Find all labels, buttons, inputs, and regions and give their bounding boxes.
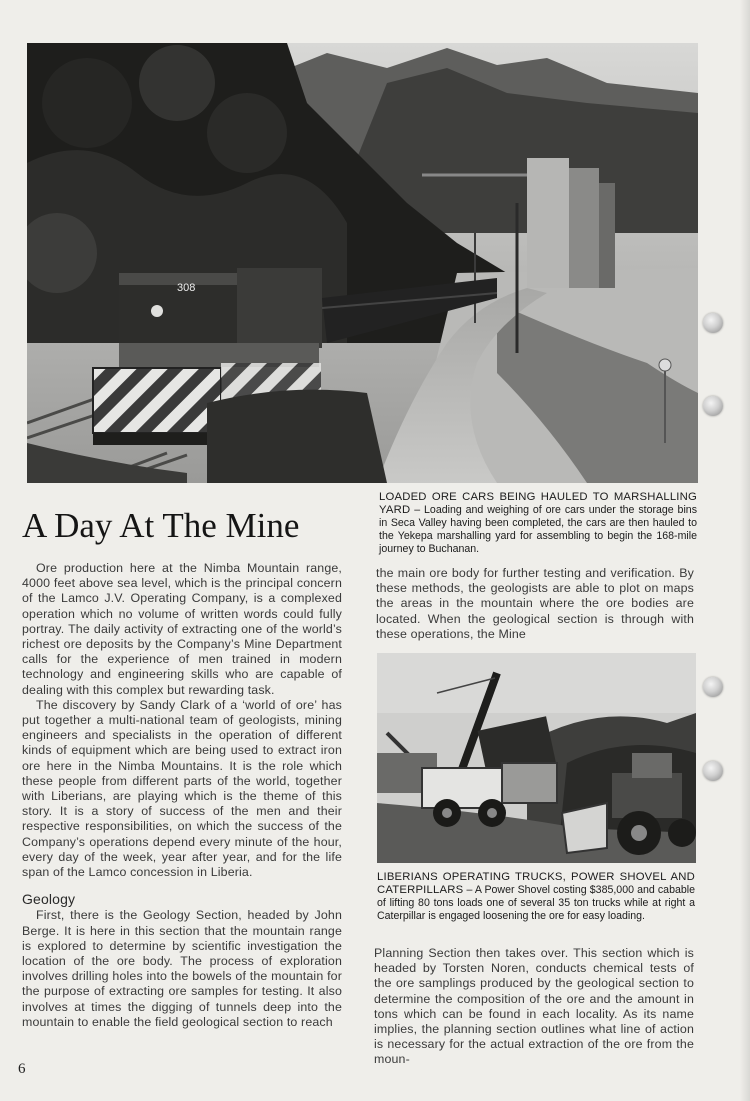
mid-photo-caption <box>377 871 695 923</box>
binder-hole <box>703 761 723 781</box>
power-shovel-trucks-illustration <box>377 653 696 863</box>
mid-caption-heading: LIBERIANS OPERATING TRUCKS, POWER SHOVEL AND CATERPILLARS <box>377 871 695 896</box>
locomotive-ore-train-photo <box>27 43 698 483</box>
intro-paragraph: Ore production here at the Nimba Mountain range, 4000 feet above sea level, which is the principal concern of the Lamco J.V. Operating Company, is a complexed operation which no volume of written words could fully portray. The daily activity of extracting one of the world’s richest ore deposits by the Company’s Mine Department calls for the experience of men trained in modern technology and engineering skills who are capable of dealing with this complex but rewarding task. <box>22 561 342 697</box>
right-column-bottom <box>374 946 694 1068</box>
locomotive-ore-train-illustration <box>27 43 698 483</box>
left-column <box>22 561 342 1030</box>
mid-caption-text: – A Power Shovel costing $385,000 and cabable of lifting 80 tons loads one of several 35 ton trucks while at right a Caterpillar is engaged loosening the ore for easy loading. <box>377 884 695 922</box>
page-number: 6 <box>18 1061 26 1077</box>
binder-hole <box>703 677 723 697</box>
top-caption-text: – Loading and weighing of ore cars under the storage bins in Seca Valley having been completed, the cars are then hauled to the Yekepa marshalling yard for assembling to begin the 168-mile journey to Buchanan. <box>379 504 697 555</box>
right-column-top <box>376 566 694 642</box>
binder-hole <box>703 313 723 333</box>
right-column-top-text: the main ore body for further testing and verification. By these methods, the geologists are able to plot on maps the areas in the mountain where the ore bodies are located. When the geological section is through with these operations, the Mine <box>376 566 694 641</box>
binder-hole <box>703 396 723 416</box>
top-caption-heading: LOADED ORE CARS BEING HAULED TO MARSHALLING YARD <box>379 491 697 516</box>
planning-section-paragraph: Planning Section then takes over. This section which is headed by Torsten Noren, conducts chemical tests of the ore samplings produced by the geological section to determine the composition of the ore and the amount in tons which can be found in each locality. As its name implies, the planning section outlines what line of action is necessary for the actual extraction of the ore from the moun- <box>374 946 694 1067</box>
geology-paragraph: First, there is the Geology Section, headed by John Berge. It is here in this section that the mountain range is explored to determine by scientific investigation the location of the ore body. The process of exploration involves drilling holes into the bowels of the mountain for the purpose of extracting ore samples for testing. It also involves at times the digging of tunnels deep into the mountain to enable the field geological section to reach <box>22 908 342 1029</box>
page-edge-shadow <box>740 0 750 1101</box>
geology-subheading: Geology <box>22 891 76 908</box>
locomotive-number: 308 <box>177 282 196 294</box>
top-photo-caption <box>379 491 697 556</box>
discovery-paragraph: The discovery by Sandy Clark of a ‘world of ore’ has put together a multi-national team of geologists, mining engineers and specialists in the operation of different kinds of equipment which are being used to extract iron ore here in the Nimba Mountains. It is the role which these people from different parts of the world, together with Liberians, are playing which is the theme of this story. It is a story of success of the men and their respective responsibilities, on which the success of the Company’s operations depend every minute of the hour, every day of the week, year after year, and for the life span of the Lamco concession in Liberia. <box>22 697 342 880</box>
power-shovel-trucks-photo <box>377 653 696 863</box>
article-title: A Day At The Mine <box>22 506 300 545</box>
